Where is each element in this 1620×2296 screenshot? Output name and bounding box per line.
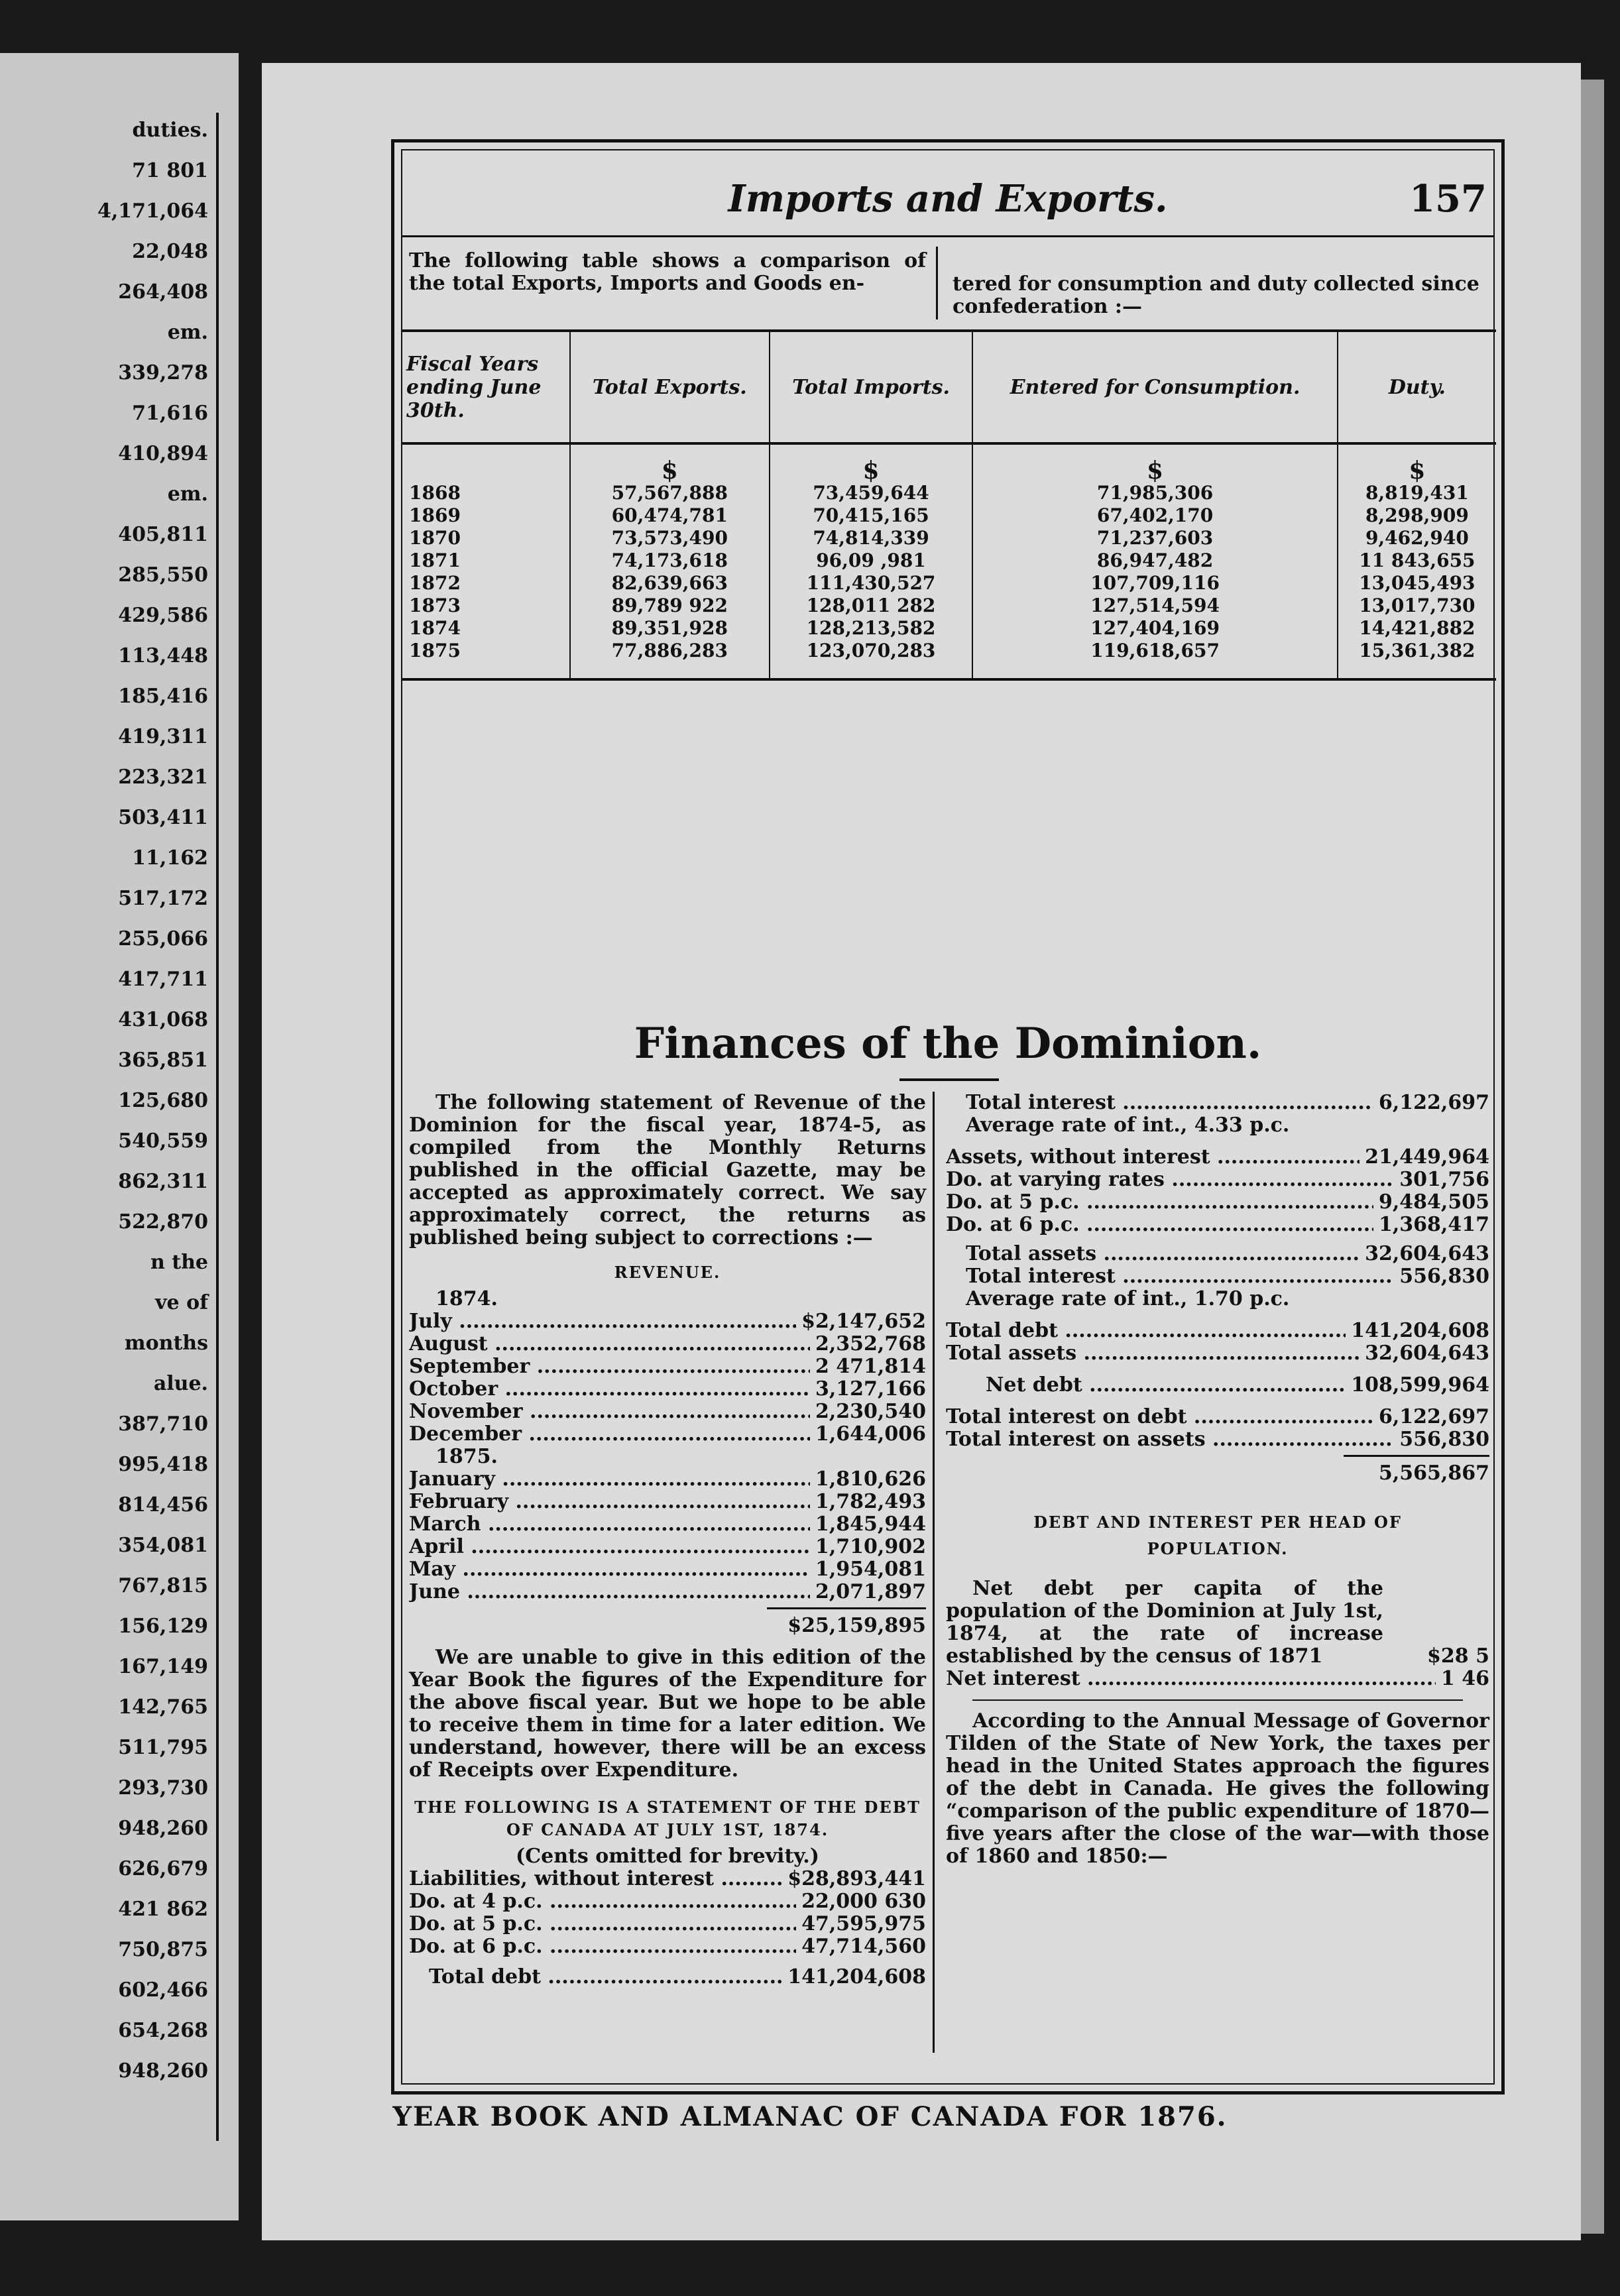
value-cell: 89,789 922 <box>570 595 770 617</box>
row-label: Do. at 5 p.c. ..... <box>409 1913 796 1935</box>
year-cell: 1872 <box>409 572 461 594</box>
revenue-1875-list <box>409 1468 926 1603</box>
expenditure-note: We are unable to give in this edition of the Year Book the figures of the Expenditure for the above fiscal year. But we hope to be able to receive them in time for a later edition. We understand, however, there will be an excess of Receipts over Expenditure. <box>409 1646 926 1782</box>
summary-list <box>946 1320 1489 1365</box>
total-interest-assets-row <box>946 1265 1489 1288</box>
interest-lines-list <box>946 1406 1489 1451</box>
row-label: Total assets ..... <box>946 1342 1360 1365</box>
row-label: Do. at 6 p.c. ..... <box>409 1935 796 1958</box>
ledger-row <box>409 1558 926 1581</box>
assets-list <box>946 1146 1489 1236</box>
left-page-fragment: 814,456 <box>118 1493 208 1517</box>
ledger-row <box>946 1146 1489 1169</box>
row-value: 108,599,964 <box>1351 1373 1489 1397</box>
row-value: 6,122,697 <box>1378 1091 1489 1114</box>
value-cell: 70,415,165 <box>770 504 973 527</box>
left-page-fragment: 429,586 <box>118 604 208 627</box>
net-debt-row <box>946 1374 1489 1397</box>
per-head-heading-2: POPULATION. <box>1147 1539 1289 1558</box>
row-value: 1,782,493 <box>815 1490 926 1513</box>
row-label: Total interest on assets ..... <box>946 1428 1394 1451</box>
left-page-fragment: 503,411 <box>118 806 208 829</box>
ledger-row <box>409 1491 926 1513</box>
finances-left-column <box>409 1092 926 1988</box>
left-page-fragment: 387,710 <box>118 1412 208 1436</box>
left-page-fragment: em. <box>167 321 208 344</box>
page-footer: YEAR BOOK AND ALMANAC OF CANADA FOR 1876. <box>392 2101 1228 2132</box>
year-cell: 1875 <box>402 640 570 679</box>
value-cell: 11 843,655 <box>1338 549 1496 572</box>
trade-table-row <box>402 482 1496 504</box>
left-page-fragment: 264,408 <box>118 280 208 304</box>
header-rule <box>402 235 1493 237</box>
trade-table-row <box>402 640 1496 679</box>
left-page-fragment: 365,851 <box>118 1049 208 1072</box>
ledger-row <box>409 1468 926 1491</box>
year-cell: 1873 <box>409 595 461 616</box>
page-title: Imports and Exports. <box>728 177 1168 221</box>
left-page-fragment: 156,129 <box>118 1615 208 1638</box>
value-cell: 73,459,644 <box>770 482 973 504</box>
value-cell: 73,573,490 <box>570 527 770 549</box>
value-cell: 82,639,663 <box>570 572 770 595</box>
ledger-row <box>946 1191 1489 1214</box>
ledger-row <box>946 1428 1489 1451</box>
left-page-fragment: 125,680 <box>118 1089 208 1112</box>
value-cell: 13,045,493 <box>1338 572 1496 595</box>
table-intro-left: The following table shows a comparison of the total Exports, Imports and Goods en- <box>409 249 926 295</box>
left-page-fragment: 862,311 <box>118 1170 208 1193</box>
left-page-fragment: 750,875 <box>118 1938 208 1961</box>
value-cell: 71,237,603 <box>972 527 1337 549</box>
year-cell: 1869 <box>409 504 461 526</box>
row-value: 141,204,608 <box>1351 1319 1489 1342</box>
col-header-consumption: Entered for Consumption. <box>972 331 1337 443</box>
value-cell: 9,462,940 <box>1338 527 1496 549</box>
revenue-heading: REVENUE. <box>614 1263 721 1282</box>
ledger-row <box>409 1935 926 1958</box>
page-frame <box>391 139 1505 2095</box>
year-cell: 1870 <box>409 527 461 549</box>
value-cell: 119,618,657 <box>972 640 1337 679</box>
left-page-fragment: 948,260 <box>118 1817 208 1840</box>
value-cell: 15,361,382 <box>1338 640 1496 679</box>
row-value: 21,449,964 <box>1365 1145 1489 1169</box>
left-page-fragment: 11,162 <box>132 846 208 870</box>
row-value: 47,595,975 <box>801 1912 926 1935</box>
value-cell: 107,709,116 <box>972 572 1337 595</box>
revenue-total: $25,159,895 <box>767 1607 926 1637</box>
row-value: 1,368,417 <box>1378 1213 1489 1236</box>
ledger-row <box>946 1406 1489 1428</box>
row-label: Do. at 4 p.c. ..... <box>409 1890 796 1913</box>
currency-symbol: $ <box>1338 443 1496 482</box>
row-label: Total debt ..... <box>946 1320 1346 1342</box>
left-page-fragment: 602,466 <box>118 1979 208 2002</box>
left-page-fragment: 948,260 <box>118 2059 208 2083</box>
divider-rule <box>972 1699 1463 1701</box>
row-label: November ..... <box>409 1401 810 1423</box>
left-page-fragment: em. <box>167 483 208 506</box>
ledger-row <box>409 1536 926 1558</box>
row-value: 1,710,902 <box>815 1535 926 1558</box>
revenue-1874-list <box>409 1310 926 1446</box>
left-page-fragment: months <box>124 1332 208 1355</box>
left-page-fragment: 71,616 <box>132 402 208 425</box>
year-label: 1874. <box>435 1287 498 1310</box>
row-value: 9,484,505 <box>1378 1190 1489 1214</box>
page-number: 157 <box>1409 177 1487 221</box>
row-label: Total assets ..... <box>966 1243 1360 1265</box>
col-header-duty: Duty. <box>1338 331 1496 443</box>
row-value: 6,122,697 <box>1378 1405 1489 1428</box>
row-label: Total debt ..... <box>429 1966 782 1988</box>
value-cell: 13,017,730 <box>1338 595 1496 617</box>
row-label: October ..... <box>409 1378 810 1401</box>
left-page-fragment: n the <box>150 1251 208 1274</box>
row-value: 1 46 <box>1440 1667 1489 1690</box>
average-rate: Average rate of int., 4.33 p.c. <box>966 1114 1290 1137</box>
trade-table-header <box>402 331 1496 443</box>
value-cell: 74,814,339 <box>770 527 973 549</box>
currency-symbol: $ <box>770 443 973 482</box>
row-label: Do. at 6 p.c. ..... <box>946 1214 1373 1236</box>
row-value: 1,954,081 <box>815 1558 926 1581</box>
value-cell: 71,985,306 <box>972 482 1337 504</box>
finances-right-column <box>946 1092 1489 1868</box>
year-cell: 1868 <box>409 482 461 504</box>
row-value: 1,644,006 <box>815 1422 926 1446</box>
col-header-year: Fiscal Years ending June 30th. <box>402 331 570 443</box>
row-label: Net interest ..... <box>946 1668 1436 1690</box>
ledger-row <box>409 1333 926 1355</box>
currency-symbol: $ <box>972 443 1337 482</box>
ledger-row <box>409 1513 926 1536</box>
row-value: 47,714,560 <box>801 1935 926 1958</box>
col-header-imports: Total Imports. <box>770 331 973 443</box>
left-page-column <box>17 113 219 2141</box>
ledger-row <box>946 1320 1489 1342</box>
currency-row <box>402 443 1496 482</box>
ledger-row <box>409 1890 926 1913</box>
ledger-row <box>409 1310 926 1333</box>
left-page-fragment: 995,418 <box>118 1453 208 1476</box>
page-inner-border <box>401 149 1495 2085</box>
left-page-fragment: 293,730 <box>118 1776 208 1800</box>
row-label: Do. at 5 p.c. ..... <box>946 1191 1373 1214</box>
currency-symbol: $ <box>570 443 770 482</box>
trade-table <box>402 329 1496 681</box>
ledger-row <box>946 1214 1489 1236</box>
row-label: August ..... <box>409 1333 810 1355</box>
year-cell: 1874 <box>409 617 461 639</box>
per-head-heading: DEBT AND INTEREST PER HEAD OF <box>1033 1513 1402 1532</box>
row-label: Total interest ..... <box>966 1265 1394 1288</box>
left-page-fragment: 517,172 <box>118 887 208 910</box>
row-value: 556,830 <box>1399 1428 1489 1451</box>
value-cell: 60,474,781 <box>570 504 770 527</box>
value-cell: 8,819,431 <box>1338 482 1496 504</box>
ledger-row <box>409 1423 926 1446</box>
cents-note: (Cents omitted for brevity.) <box>516 1845 819 1868</box>
row-value: 22,000 630 <box>801 1890 926 1913</box>
row-label: May ..... <box>409 1558 810 1581</box>
row-value: $2,147,652 <box>801 1310 926 1333</box>
left-page-fragment: 511,795 <box>118 1736 208 1759</box>
row-value: 1,810,626 <box>815 1467 926 1491</box>
row-label: Do. at varying rates ..... <box>946 1169 1394 1191</box>
row-value: 32,604,643 <box>1365 1342 1489 1365</box>
net-interest-row <box>946 1668 1489 1690</box>
row-label: February ..... <box>409 1491 810 1513</box>
page-edge <box>1578 80 1604 2234</box>
intro-divider <box>936 247 938 319</box>
row-value: 32,604,643 <box>1365 1242 1489 1265</box>
left-page-fragment: 417,711 <box>118 968 208 991</box>
row-label: Total interest on debt ..... <box>946 1406 1373 1428</box>
average-rate: Average rate of int., 1.70 p.c. <box>966 1287 1290 1310</box>
ledger-row <box>409 1401 926 1423</box>
trade-table-row <box>402 572 1496 595</box>
trade-table-row <box>402 549 1496 572</box>
left-page-fragment: 410,894 <box>118 442 208 465</box>
left-page-fragment: 419,311 <box>118 725 208 748</box>
value-cell: 128,213,582 <box>770 617 973 640</box>
net-interest-total: 5,565,867 <box>1344 1455 1489 1485</box>
left-page-fragment: alue. <box>153 1372 208 1395</box>
trade-table-row <box>402 504 1496 527</box>
column-divider <box>933 1092 935 2053</box>
row-label: July ..... <box>409 1310 796 1333</box>
row-label: September ..... <box>409 1355 810 1378</box>
revenue-intro: The following statement of Revenue of the Dominion for the fiscal year, 1874-5, as compiled from the Monthly Returns published in the official Gazette, may be accepted as approximately correct. We say approximately correct, the returns as published being subject to corrections :— <box>409 1091 926 1249</box>
row-value: $28,893,441 <box>787 1867 926 1890</box>
ledger-row <box>409 1581 926 1603</box>
ledger-row <box>409 1913 926 1935</box>
left-page-fragment: 255,066 <box>118 927 208 950</box>
row-value: 556,830 <box>1399 1265 1489 1288</box>
debt-heading: THE FOLLOWING IS A STATEMENT OF THE DEBT OF CANADA AT JULY 1ST, 1874. <box>414 1798 921 1839</box>
value-cell: 128,011 282 <box>770 595 973 617</box>
total-interest-row <box>946 1092 1489 1114</box>
per-capita-text: Net debt per capita of the population of the Dominion at July 1st, 1874, at the rate of increase established by the census of 1871 <box>946 1577 1383 1668</box>
trade-table-row <box>402 595 1496 617</box>
per-capita-value: $28 5 <box>1427 1644 1489 1668</box>
left-page-fragment: ve of <box>155 1291 208 1314</box>
value-cell: 123,070,283 <box>770 640 973 679</box>
left-page-fragment: 339,278 <box>118 361 208 384</box>
row-label: December ..... <box>409 1423 810 1446</box>
year-cell: 1871 <box>409 549 461 571</box>
section-title: Finances of the Dominion. <box>634 1019 1262 1068</box>
trade-table-row <box>402 527 1496 549</box>
ledger-row <box>409 1378 926 1401</box>
row-value: 301,756 <box>1399 1168 1489 1191</box>
liabilities-list <box>409 1868 926 1958</box>
left-page-fragment: 654,268 <box>118 2019 208 2042</box>
value-cell: 77,886,283 <box>570 640 770 679</box>
left-page-fragment: 167,149 <box>118 1655 208 1678</box>
value-cell: 127,404,169 <box>972 617 1337 640</box>
value-cell: 111,430,527 <box>770 572 973 595</box>
per-capita-row <box>946 1578 1489 1668</box>
trade-table-row <box>402 617 1496 640</box>
year-label: 1875. <box>435 1445 498 1468</box>
row-label: April ..... <box>409 1536 810 1558</box>
ledger-row <box>409 1355 926 1378</box>
row-value: 2,071,897 <box>815 1580 926 1603</box>
value-cell: 67,402,170 <box>972 504 1337 527</box>
value-cell: 57,567,888 <box>570 482 770 504</box>
left-page-fragment: 354,081 <box>118 1534 208 1557</box>
value-cell: 89,351,928 <box>570 617 770 640</box>
row-value: 3,127,166 <box>815 1377 926 1401</box>
row-value: 2,352,768 <box>815 1332 926 1355</box>
value-cell: 127,514,594 <box>972 595 1337 617</box>
left-page-fragment: 223,321 <box>118 766 208 789</box>
left-page-fragment: 540,559 <box>118 1129 208 1153</box>
col-header-exports: Total Exports. <box>570 331 770 443</box>
row-value: 2,230,540 <box>815 1400 926 1423</box>
left-page-fragment: 626,679 <box>118 1857 208 1880</box>
row-label: Net debt ..... <box>986 1374 1346 1397</box>
left-page-fragment: 142,765 <box>118 1695 208 1719</box>
value-cell: 86,947,482 <box>972 549 1337 572</box>
left-page-fragment: 113,448 <box>118 644 208 667</box>
left-page-fragment: 767,815 <box>118 1574 208 1597</box>
row-label: March ..... <box>409 1513 810 1536</box>
left-page-fragment: 421 862 <box>118 1898 208 1921</box>
ledger-row <box>946 1342 1489 1365</box>
left-page <box>0 53 239 2220</box>
left-page-fragment: 185,416 <box>118 685 208 708</box>
row-label: Total interest ..... <box>966 1092 1373 1114</box>
value-cell: 74,173,618 <box>570 549 770 572</box>
left-page-fragment: 71 801 <box>132 159 208 182</box>
left-page-fragment: 431,068 <box>118 1008 208 1031</box>
ledger-row <box>946 1169 1489 1191</box>
value-cell: 14,421,882 <box>1338 617 1496 640</box>
row-value: 1,845,944 <box>815 1513 926 1536</box>
row-value: 2 471,814 <box>815 1355 926 1378</box>
value-cell: 8,298,909 <box>1338 504 1496 527</box>
tilden-paragraph: According to the Annual Message of Governor Tilden of the State of New York, the taxes per head in the United States approach the figures of the debt in Canada. He gives the following “comparison of the public expenditure of 1870—five years after the close of the war—with those of 1860 and 1850:— <box>946 1709 1489 1868</box>
row-label: January ..... <box>409 1468 810 1491</box>
row-label: Assets, without interest ..... <box>946 1146 1360 1169</box>
left-page-fragment: 405,811 <box>118 523 208 546</box>
ledger-row <box>409 1868 926 1890</box>
left-page-fragment: 522,870 <box>118 1210 208 1234</box>
value-cell: 96,09 ,981 <box>770 549 973 572</box>
row-label: Liabilities, without interest ..... <box>409 1868 782 1890</box>
left-page-fragment: duties. <box>132 119 208 142</box>
left-page-fragment: 4,171,064 <box>97 200 208 223</box>
row-label: June ..... <box>409 1581 810 1603</box>
left-page-fragment: 285,550 <box>118 563 208 587</box>
total-debt-row <box>409 1966 926 1988</box>
title-rule <box>899 1078 999 1081</box>
total-assets-row <box>946 1243 1489 1265</box>
left-page-fragment: 22,048 <box>132 240 208 263</box>
table-intro-right: tered for consumption and duty collected since confederation :— <box>953 272 1479 318</box>
row-value: 141,204,608 <box>787 1965 926 1988</box>
